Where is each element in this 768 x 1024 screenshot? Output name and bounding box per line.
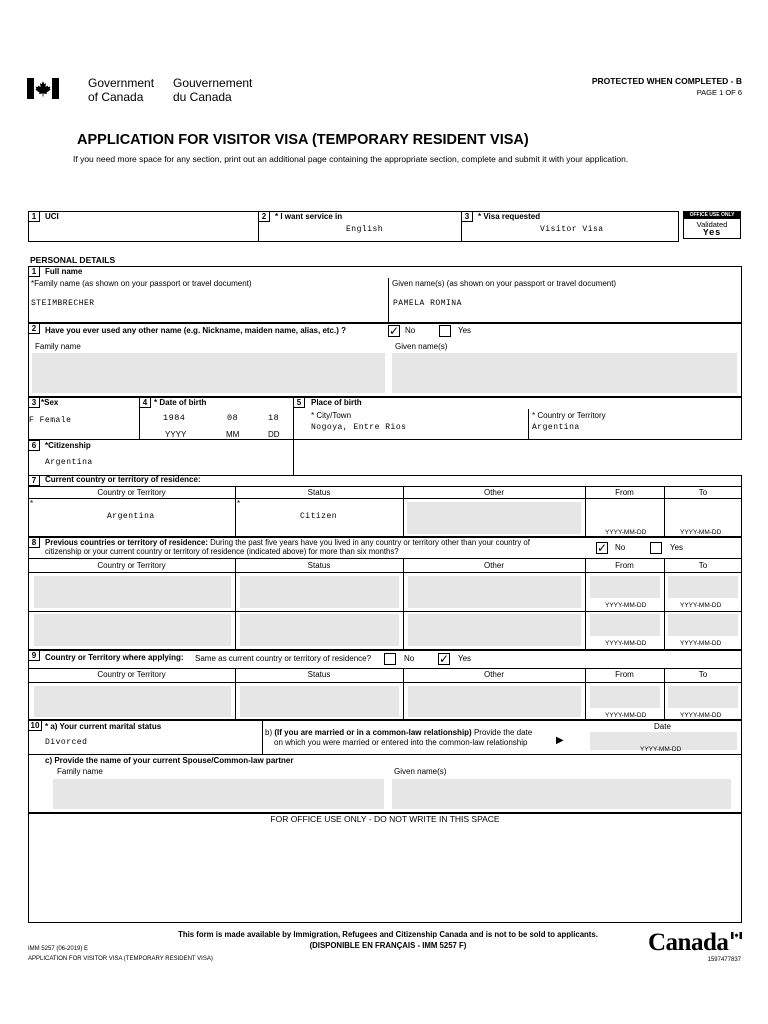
office-use-header: OFFICE USE ONLY (684, 212, 740, 219)
q8-row1-country-input[interactable] (34, 576, 231, 608)
other-family-name-input[interactable] (32, 353, 385, 393)
service-label: * I want service in (275, 212, 343, 221)
dob-year-label: YYYY (165, 430, 187, 439)
q8-row2-status-input[interactable] (240, 614, 399, 646)
sex-label: *Sex (41, 398, 59, 407)
q8-col-country: Country or Territory (97, 561, 166, 570)
form-title: APPLICATION FOR VISITOR VISA (TEMPORARY RESIDENT VISA) (77, 132, 529, 148)
q8-row2-from-input[interactable] (590, 614, 660, 636)
other-family-name-label: Family name (35, 342, 81, 351)
dob-year[interactable]: 1984 (163, 413, 186, 423)
other-name-yes-checkbox[interactable] (439, 325, 451, 337)
spouse-family-name-label: Family name (57, 767, 103, 776)
q8-row1-other-input[interactable] (408, 576, 581, 608)
q5-pob-number: 5 (293, 397, 305, 408)
q3-q5-row (28, 397, 742, 440)
q9-from-input[interactable] (590, 686, 660, 708)
q6-citizenship-number: 6 (28, 440, 40, 451)
arrow-right-icon: ▶ (556, 735, 564, 746)
q9-status-input[interactable] (240, 686, 399, 717)
q8-row2-country-input[interactable] (34, 614, 231, 646)
q3-number: 3 (461, 211, 473, 222)
applying-same-yes-checkbox[interactable]: ✓ (439, 652, 450, 666)
canada-wordmark (648, 929, 742, 957)
gov-fr-line1: Gouvernement (173, 76, 253, 90)
q7-country-star: * (30, 499, 34, 508)
q7-number: 7 (28, 475, 40, 486)
office-use-area-label: FOR OFFICE USE ONLY - DO NOT WRITE IN THIS SPACE (270, 814, 500, 824)
marriage-date-question-prefix: b) (265, 728, 275, 737)
spouse-name-label: c) Provide the name of your current Spouse/Common-law partner (45, 756, 294, 765)
citizenship-value[interactable]: Argentina (45, 458, 93, 467)
prev-residence-yes-checkbox[interactable] (650, 542, 662, 554)
q9-col-country: Country or Territory (97, 670, 166, 679)
office-use-box (683, 211, 741, 239)
q8-row2-other-input[interactable] (408, 614, 581, 646)
dob-day-label: DD (268, 430, 280, 439)
marriage-date-format: YYYY-MM-DD (640, 746, 682, 753)
prev-residence-question-line2: citizenship or your current country or territory of residence (indicated above) for more than six months? (45, 547, 399, 556)
other-name-no-checkbox[interactable]: ✓ (389, 324, 400, 338)
q7-col-country: Country or Territory (97, 488, 166, 497)
barcode-number: 1597477837 (707, 957, 741, 963)
family-name-value[interactable]: STEIMBRECHER (31, 299, 95, 308)
q7-other-input[interactable] (407, 502, 581, 534)
q7-from-format: YYYY-MM-DD (605, 529, 647, 536)
other-name-question: Have you ever used any other name (e.g. Nickname, maiden name, alias, etc.) ? (45, 326, 347, 335)
q9-col-to: To (698, 670, 708, 679)
sex-value[interactable]: F Female (29, 416, 72, 425)
family-name-label: *Family name (as shown on your passport or travel document) (31, 279, 252, 288)
q8-row1-from-input[interactable] (590, 576, 660, 598)
canada-flag-logo (27, 78, 59, 99)
dob-month-label: MM (226, 430, 240, 439)
gov-en-line1: Government (88, 76, 155, 90)
q8-row2-from-format: YYYY-MM-DD (605, 640, 647, 647)
other-given-name-input[interactable] (392, 353, 737, 393)
marriage-date-question-line2: on which you were married or entered into the common-law relationship (274, 738, 528, 747)
given-name-label: Given name(s) (as shown on your passport or travel document) (392, 279, 617, 288)
form-subtitle: If you need more space for any section, print out an additional page containing the appropriate section, complete and submit it with your application. (73, 154, 629, 164)
uci-label: UCI (45, 212, 59, 221)
q7-to-format: YYYY-MM-DD (680, 529, 722, 536)
applying-same-no-checkbox[interactable] (384, 653, 396, 665)
service-value[interactable]: English (346, 225, 384, 234)
canada-wordmark-text: Canada (648, 929, 729, 956)
q8-row1-to-format: YYYY-MM-DD (680, 602, 722, 609)
full-name-label: Full name (45, 267, 83, 276)
q7-residence-box (28, 475, 742, 537)
other-name-yes-label: Yes (458, 326, 472, 335)
applying-label: Country or Territory where applying: (45, 653, 184, 662)
marital-status-label: * a) Your current marital status (45, 722, 162, 731)
pob-country-label: * Country or Territory (532, 411, 606, 420)
canada-wordmark-flag (731, 932, 742, 939)
q8-row1-to-input[interactable] (668, 576, 738, 598)
marriage-date-question (265, 728, 532, 737)
q7-col-to: To (698, 488, 708, 497)
q8-row1-status-input[interactable] (240, 576, 399, 608)
citizenship-label: *Citizenship (45, 441, 91, 450)
q7-col-status: Status (307, 488, 331, 497)
q9-col-other: Other (483, 670, 504, 679)
prev-residence-question (45, 538, 530, 547)
prev-residence-no-label: No (615, 543, 626, 552)
gov-en-line2: of Canada (88, 90, 144, 104)
spouse-given-name-input[interactable] (392, 779, 731, 809)
given-name-value[interactable]: PAMELA ROMINA (393, 299, 462, 308)
applying-same-yes-label: Yes (458, 654, 472, 663)
page-number: PAGE 1 OF 6 (696, 88, 742, 97)
q9-col-status: Status (307, 670, 331, 679)
spouse-given-name-label: Given name(s) (394, 767, 447, 776)
uci-input[interactable] (40, 224, 255, 240)
pob-country-value[interactable]: Argentina (532, 423, 580, 432)
spouse-family-name-input[interactable] (53, 779, 384, 809)
prev-residence-yes-label: Yes (670, 543, 684, 552)
q7-col-other: Other (483, 488, 504, 497)
q8-row2-to-input[interactable] (668, 614, 738, 636)
q7-status-value[interactable]: Citizen (300, 512, 338, 521)
validated-value: Yes (703, 228, 721, 238)
q8-col-status: Status (307, 561, 331, 570)
applying-same-question: Same as current country or territory of residence? (195, 654, 372, 663)
q9-other-input[interactable] (408, 686, 581, 717)
pob-city-label: * City/Town (311, 411, 352, 420)
q2-number: 2 (258, 211, 270, 222)
q8-number: 8 (28, 537, 40, 548)
q9-from-format: YYYY-MM-DD (605, 712, 647, 719)
q3-sex-number: 3 (28, 397, 40, 408)
prev-residence-question-rest: During the past five years have you lived in any country or territory other than your country of (207, 538, 530, 547)
q8-row1-from-format: YYYY-MM-DD (605, 602, 647, 609)
q2-number: 2 (28, 323, 40, 334)
visa-value[interactable]: Visitor Visa (540, 225, 604, 234)
visa-label: * Visa requested (478, 212, 541, 221)
validated-label: Validated (696, 220, 728, 229)
q9-col-from: From (615, 670, 634, 679)
form-code: IMM 5257 (06-2019) E (28, 946, 89, 952)
office-use-area (28, 813, 742, 923)
pob-label: Place of birth (311, 398, 362, 407)
q7-col-from: From (615, 488, 634, 497)
other-name-no-label: No (405, 326, 416, 335)
applying-same-no-label: No (404, 654, 415, 663)
dob-label: * Date of birth (154, 398, 207, 407)
q9-to-input[interactable] (668, 686, 738, 708)
q1-full-name-box (28, 266, 742, 323)
q8-col-other: Other (483, 561, 504, 570)
personal-details-heading: PERSONAL DETAILS (30, 255, 116, 265)
footer-french-note: (DISPONIBLE EN FRANÇAIS - IMM 5257 F) (309, 941, 467, 950)
prev-residence-no-checkbox[interactable]: ✓ (597, 541, 608, 555)
footer-notice: This form is made available by Immigration, Refugees and Citizenship Canada and is not to be sold to applicants. (178, 930, 598, 939)
prev-residence-question-bold: Previous countries or territory of residence: (45, 538, 208, 547)
q7-status-star: * (237, 499, 241, 508)
marriage-date-question-rest: Provide the date (471, 728, 533, 737)
q4-dob-number: 4 (139, 397, 151, 408)
q9-number: 9 (28, 650, 40, 661)
pob-city-value[interactable]: Nogoya, Entre Rios (311, 423, 407, 432)
dob-day[interactable]: 18 (268, 413, 280, 423)
q8-col-from: From (615, 561, 634, 570)
q7-country-value[interactable]: Argentina (107, 512, 155, 521)
q8-row2-to-format: YYYY-MM-DD (680, 640, 722, 647)
q9-country-input[interactable] (34, 686, 231, 717)
q9-to-format: YYYY-MM-DD (680, 712, 722, 719)
gov-fr-line2: du Canada (173, 90, 232, 104)
q1-full-name-number: 1 (28, 266, 40, 277)
marriage-date-label: Date (654, 722, 671, 731)
q1-number: 1 (28, 211, 40, 222)
dob-month[interactable]: 08 (227, 413, 239, 423)
other-given-name-label: Given name(s) (395, 342, 448, 351)
q10-number: 10 (28, 720, 42, 731)
q8-col-to: To (698, 561, 708, 570)
marital-status-value[interactable]: Divorced (45, 738, 88, 747)
marriage-date-question-bold: (If you are married or in a common-law relationship) (274, 728, 472, 737)
form-name-footer: APPLICATION FOR VISITOR VISA (TEMPORARY RESIDENT VISA) (28, 956, 213, 962)
protected-label: PROTECTED WHEN COMPLETED - B (591, 76, 742, 86)
current-residence-label: Current country or territory of residence: (45, 475, 201, 484)
